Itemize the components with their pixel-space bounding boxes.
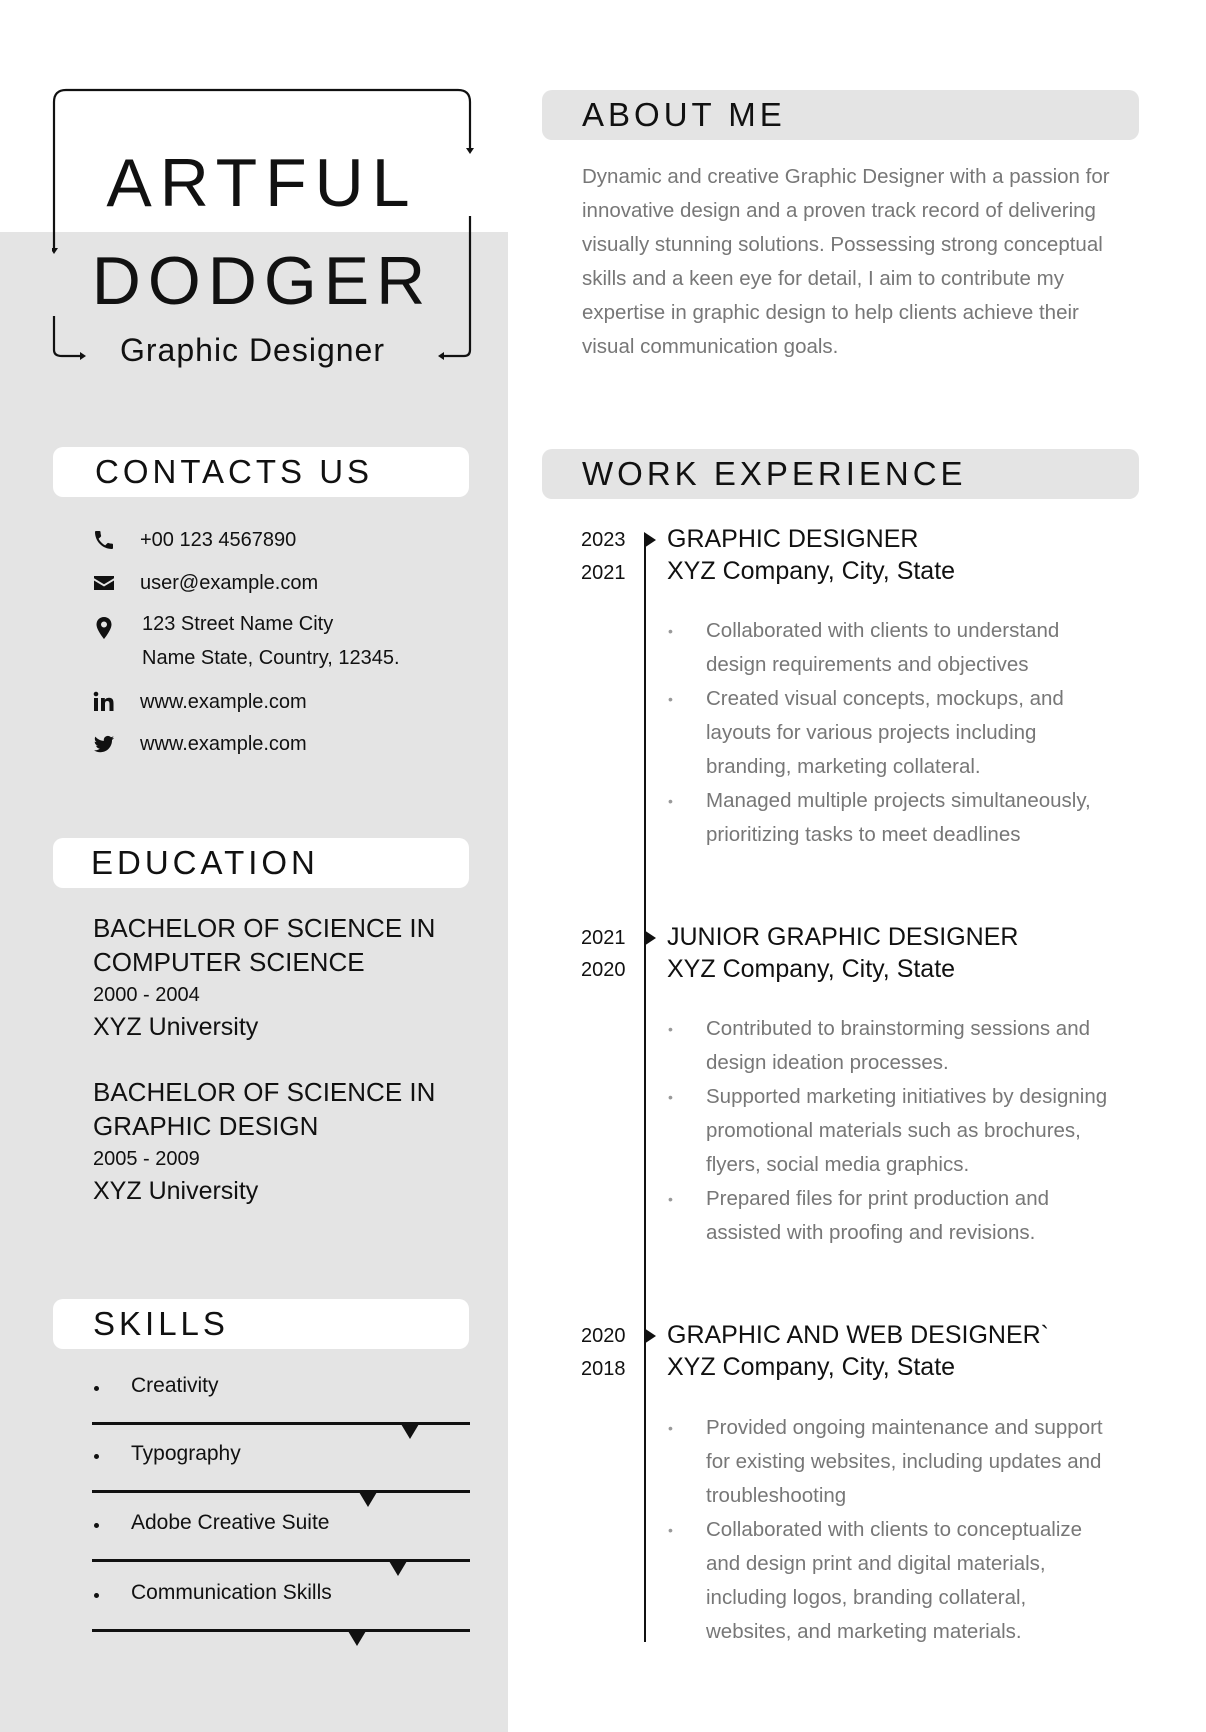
- job-bullet: • Contributed to brainstorming sessions and design ideation processes.: [668, 1012, 1108, 1080]
- skill-level-marker: [348, 1631, 366, 1646]
- education-school-2: XYZ University: [93, 1177, 259, 1205]
- job-bullet: • Collaborated with clients to conceptualize and design print and digital materials, including logos, branding collateral, websites, and marketing materials.: [668, 1513, 1108, 1649]
- job-company: XYZ Company, City, State: [667, 955, 956, 983]
- job-title: GRAPHIC AND WEB DESIGNER`: [667, 1321, 1049, 1349]
- timeline-arrow: [644, 1328, 656, 1344]
- education-heading: EDUCATION: [53, 838, 469, 888]
- skill-level-marker: [389, 1561, 407, 1576]
- job-title: Graphic Designer: [120, 332, 385, 368]
- skill-item: [92, 1581, 470, 1651]
- bullet-dot: [94, 1523, 99, 1528]
- job-company: XYZ Company, City, State: [667, 1353, 956, 1381]
- skill-bar: [92, 1629, 470, 1632]
- education-years-2: 2005 - 2009: [93, 1148, 200, 1170]
- job-bullet: • Supported marketing initiatives by designing promotional materials such as brochures, flyers, social media graphics.: [668, 1080, 1108, 1182]
- timeline-arrow: [644, 532, 656, 548]
- job-bullets: [668, 1411, 1108, 1649]
- skill-label: Adobe Creative Suite: [131, 1511, 330, 1534]
- job-company: XYZ Company, City, State: [667, 557, 956, 585]
- skill-item: [92, 1442, 470, 1512]
- email-icon: [92, 571, 116, 595]
- work-heading: WORK EXPERIENCE: [542, 449, 1139, 499]
- education-degree-1: BACHELOR OF SCIENCE IN COMPUTER SCIENCE: [93, 913, 436, 977]
- contact-phone-text: +00 123 4567890: [140, 529, 297, 551]
- bullet-dot: [94, 1454, 99, 1459]
- bullet-dot: [94, 1386, 99, 1391]
- skill-label: Communication Skills: [131, 1581, 332, 1604]
- job-title: GRAPHIC DESIGNER: [667, 525, 919, 553]
- job-year-start: 2020: [581, 959, 626, 981]
- about-text: Dynamic and creative Graphic Designer with a passion for innovative design and a proven track record of delivering visually stunning solutions. Possessing strong conceptual skills and a keen eye for detail, I aim to contribute my expertise in graphic design to help clients achieve their visual communication goals.: [582, 165, 1110, 358]
- education-degree-2: BACHELOR OF SCIENCE IN GRAPHIC DESIGN: [93, 1077, 436, 1141]
- linkedin-icon: [92, 690, 116, 714]
- education-years-1: 2000 - 2004: [93, 984, 200, 1006]
- skill-item: [92, 1374, 470, 1444]
- education-school-1: XYZ University: [93, 1013, 259, 1041]
- first-name: ARTFUL: [106, 145, 418, 221]
- contacts-heading: CONTACTS US: [53, 447, 469, 497]
- job-bullet: • Managed multiple projects simultaneously, prioritizing tasks to meet deadlines: [668, 784, 1108, 852]
- name-block: [52, 88, 472, 368]
- skill-bar: [92, 1559, 470, 1562]
- job-bullet: • Prepared files for print production and assisted with proofing and revisions.: [668, 1182, 1108, 1250]
- last-name: DODGER: [91, 243, 433, 319]
- name-frame-decoration: [52, 88, 476, 364]
- skill-label: Typography: [131, 1442, 241, 1465]
- job-year-end: 2021: [581, 927, 626, 949]
- bullet-dot: [94, 1593, 99, 1598]
- job-bullets: [668, 1012, 1108, 1250]
- skill-level-marker: [401, 1424, 419, 1439]
- job-bullet: • Created visual concepts, mockups, and layouts for various projects including branding, marketing collateral.: [668, 682, 1108, 784]
- twitter-icon: [92, 732, 116, 756]
- job-bullets: [668, 614, 1108, 852]
- skill-level-marker: [359, 1492, 377, 1507]
- location-pin-icon: [92, 616, 116, 640]
- job-year-end: 2020: [581, 1325, 626, 1347]
- skill-bar: [92, 1490, 470, 1493]
- job-bullet: • Provided ongoing maintenance and support for existing websites, including updates and troubleshooting: [668, 1411, 1108, 1513]
- job-year-end: 2023: [581, 529, 626, 551]
- contact-address-line2: Name State, Country, 12345.: [142, 647, 400, 669]
- about-heading: ABOUT ME: [542, 90, 1139, 140]
- phone-icon: [92, 528, 116, 552]
- timeline-line: [644, 538, 646, 1642]
- skill-item: [92, 1511, 470, 1581]
- contact-email-text: user@example.com: [140, 572, 319, 594]
- contact-twitter-text: www.example.com: [140, 733, 307, 755]
- skill-label: Creativity: [131, 1374, 219, 1397]
- job-year-start: 2021: [581, 562, 626, 584]
- job-year-start: 2018: [581, 1358, 626, 1380]
- contact-address-line1: 123 Street Name City: [142, 613, 334, 635]
- job-bullet: • Collaborated with clients to understand design requirements and objectives: [668, 614, 1108, 682]
- job-title: JUNIOR GRAPHIC DESIGNER: [667, 923, 1019, 951]
- skills-heading: SKILLS: [53, 1299, 469, 1349]
- timeline-arrow: [644, 930, 656, 946]
- contact-linkedin-text: www.example.com: [140, 691, 307, 713]
